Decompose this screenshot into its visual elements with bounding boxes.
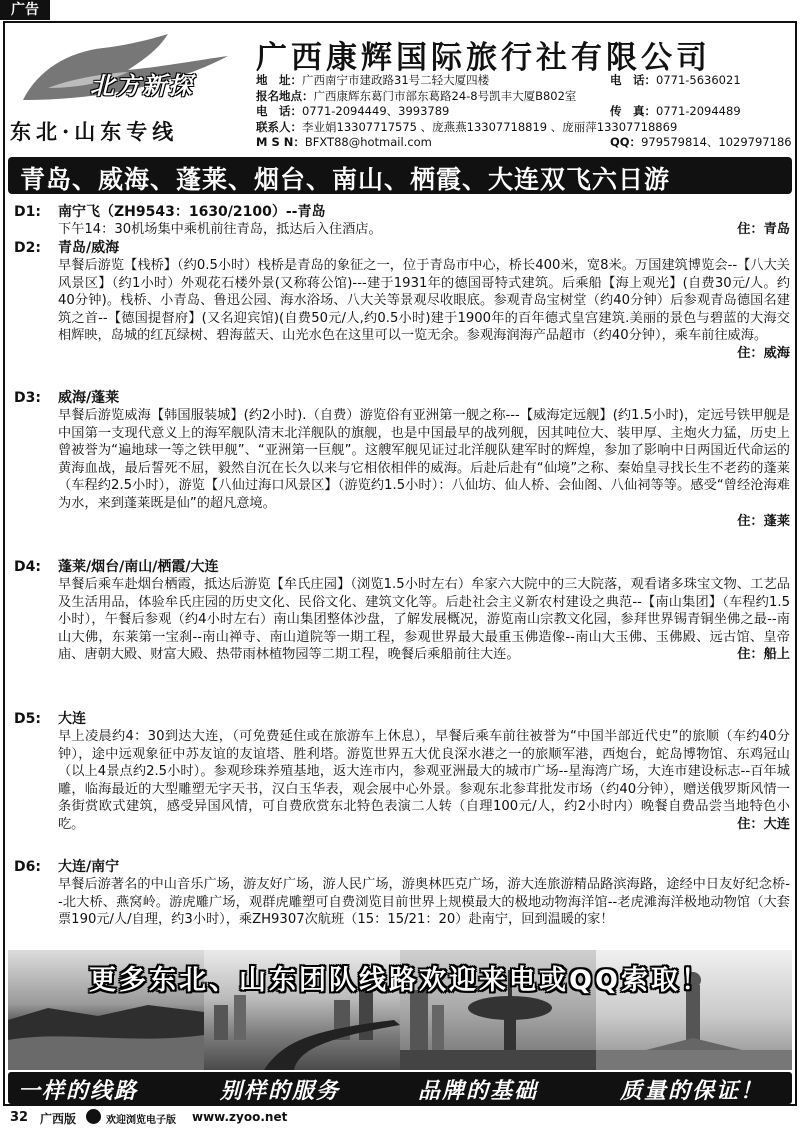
day-stay: 住：威海 (737, 345, 790, 361)
day-4 (14, 558, 790, 664)
day-number: D4: (14, 559, 41, 575)
photo-strip (8, 950, 792, 1070)
day-text: 早餐后游览威海【韩国服装城】(约2小时).（自费）游览俗有亚洲第一舰之称---【威海定远舰】(约1.5小时)，定远号铁甲舰是中国第一支现代意义上的海军舰队清末北洋舰队的旗舰，也是中国最早的战列舰，因其吨位大、装甲厚、主炮火力猛，历史上曾被誉为“遍地球一等之铁甲舰”、“亚洲第一巨舰”。这艘军舰见证过北洋舰队建军时的辉煌，参加了影响中日两国近代命运的黄海血战，最后誓死不屈，毅然自沉在长久以来与它相依相伴的威海。后赴后赴有“仙境”之称、秦始皇寻找长生不老药的蓬莱（车程约2.5小时），游览【八仙过海口风景区】（游览约1.5小时）：八仙坊、仙人桥、会仙阁、八仙祠等等。感受“曾经沧海难为水，来到蓬莱既是仙”的超凡意境。 (58, 408, 790, 511)
day-6 (14, 858, 790, 929)
address: 广西南宁市建政路31号二轻大厦四楼 (302, 73, 490, 87)
day-number: D3: (14, 390, 41, 406)
day-number: D6: (14, 859, 41, 875)
contacts: 李业娟13307717575 、庞燕燕13307718819 、庞丽萍13307718869 (302, 119, 678, 134)
logo (8, 30, 240, 150)
fax: 0771-2094489 (656, 104, 741, 118)
day-number: D2: (14, 240, 41, 256)
footer-brand: 广西版 (40, 1112, 77, 1126)
day-text: 早上凌晨约4：30到达大连，（可免费延住或在旅游车上休息），早餐后乘车前往被誉为“中国半部近代史”的旅顺（车约40分钟），途中远观象征中苏友谊的友谊塔、胜利塔。游览世界五大优良深水港之一的旅顺军港，西炮台，蛇岛博物馆、东鸡冠山（以上4景点约2.5小时）。参观珍珠养殖基地，返大连市内，参观亚洲最大的城市广场--星海湾广场，大连市建设标志--百年城雕，临海最近的大型雕塑无字天书，汉白玉华表，观会展中心外景。参观东北参茸批发市场（约40分钟），赠送俄罗斯风情一条街赏欧式建筑，感受异国风情，可自费欣赏东北特色表演二人转（自理100元/人，约2小时内）晚餐自费品尝当地特色小吃。 (58, 729, 790, 832)
logo-brand: 北方新探 (90, 72, 194, 100)
phone2: 0771-2094449、3993789 (302, 104, 450, 118)
signup-label: 报名地点： (256, 88, 314, 103)
day-title: 威海/蓬莱 (58, 390, 120, 406)
day-text: 早餐后游览【栈桥】（约0.5小时）栈桥是青岛的象征之一，位于青岛市中心，桥长400米，宽8米。万国建筑博览会--【八大关风景区】（约1小时）外观花石楼外景(又称蒋公馆)---建于1931年的德国哥特式建筑。后乘船【海上观光】(自费30元/人。约40分钟)。栈桥、小青岛、鲁迅公园、海水浴场、八大关等景观尽收眼底。参观青岛宝树堂（约40分钟）后参观青岛德国名建筑之首--【德国提督府】(又名迎宾馆)(自费50元/人,约0.5小时)建于1900年的百年德式皇宫建筑.美丽的景色与碧蓝的大海交相辉映，岛城的红瓦绿树、碧海蓝天、山光水色在这里可以一览无余。参观海润海产品超市（约40分钟），乘车前往威海。 (58, 258, 790, 344)
day-stay: 住：青岛 (737, 222, 790, 237)
company-name: 广西康辉国际旅行社有限公司 (256, 40, 711, 76)
address-label: 地 址： (256, 73, 302, 87)
phone2-label: 电 话： (256, 104, 302, 118)
call-to-action: 更多东北、山东团队线路欢迎来电或QQ索取！ (89, 965, 711, 996)
fax-label: 传 真： (610, 104, 656, 118)
contacts-label: 联系人： (256, 119, 302, 134)
footer (10, 1109, 710, 1127)
day-2 (14, 239, 790, 363)
day-stay: 住：大连 (737, 816, 790, 832)
slogan-bar (8, 1072, 792, 1104)
slogan-3: 品牌的基础 (418, 1079, 539, 1104)
signup-address: 广西康辉东葛门市部东葛路24-8号凯丰大厦B802室 (313, 88, 577, 103)
day-text: 下午14：30机场集中乘机前往青岛，抵达后入住酒店。 (58, 222, 382, 237)
contact-info (256, 73, 796, 151)
day-text: 早餐后游著名的中山音乐广场，游友好广场，游人民广场，游奥林匹克广场，游大连旅游精品路滨海路，途经中日友好纪念桥--北大桥、燕窝岭。游虎雕广场，观群虎雕塑可自费浏览目前世界上规模最大的极地动物海洋馆--老虎滩海洋极地动物馆（大套票190元/人/自理，约3小时），乘ZH9307次航班（15：15/21：20）赴南宁，回到温暖的家！ (58, 877, 790, 928)
qq: 979579814、1029797186 (641, 135, 792, 149)
day-3 (14, 389, 790, 530)
day-number: D5: (14, 711, 41, 727)
day-1 (14, 203, 790, 239)
brand-seal-icon (86, 1109, 101, 1124)
qq-label: QQ： (610, 135, 642, 149)
day-title: 蓬莱/烟台/南山/栖霞/大连 (58, 559, 219, 575)
footer-url[interactable]: www.zyoo.net (192, 1110, 288, 1124)
day-text: 早餐后乘车赴烟台栖霞，抵达后游览【牟氏庄园】（浏览1.5小时左右）牟家六大院中的三大院落，观看诸多珠宝文物、工艺品及生活用品，体验牟氏庄园的历史文化、民俗文化、建筑文化等。后赴社会主义新农村建设之典范--【南山集团】（车程约1.5小时），午餐后参观（约4小时左右）南山集团整体沙盘，了解发展概况，游览南山宗教文化园，参拜世界锡青铜坐佛之最--南山大佛，东莱第一宝刹--南山禅寺、南山道院等一期工程，参观世界最大最重玉佛造像--南山大玉佛、玉佛殿、远古馆、皇帝庙、唐朝大殿、财富大殿、热带雨林植物园等二期工程，晚餐后乘船前往大连。 (58, 577, 790, 663)
footer-note: 欢迎浏览电子版 (106, 1115, 176, 1126)
msn[interactable]: BFXT88@hotmail.com (304, 135, 432, 149)
day-stay: 住：蓬莱 (737, 513, 790, 529)
ad-tag: 广告 (0, 0, 50, 20)
slogan-1: 一样的线路 (18, 1079, 139, 1104)
tour-title-banner (8, 157, 792, 194)
msn-label: M S N： (256, 135, 305, 149)
page-number: 32 (10, 1110, 29, 1125)
logo-subtitle: 东北·山东专线 (10, 119, 179, 144)
slogan-4: 质量的保证！ (620, 1079, 765, 1104)
tour-title: 青岛、威海、蓬莱、烟台、南山、栖霞、大连双飞六日游 (20, 165, 671, 194)
slogan-2: 别样的服务 (220, 1079, 341, 1104)
day-title: 大连/南宁 (58, 859, 120, 875)
day-title: 青岛/威海 (58, 240, 120, 256)
day-title: 南宁飞（ZH9543：1630/2100）--青岛 (58, 204, 326, 220)
day-title: 大连 (58, 711, 86, 727)
day-stay: 住：船上 (737, 647, 790, 663)
phone-label: 电 话： (610, 73, 656, 87)
day-number: D1: (14, 204, 41, 220)
day-5 (14, 710, 790, 834)
phone: 0771-5636021 (656, 73, 741, 87)
